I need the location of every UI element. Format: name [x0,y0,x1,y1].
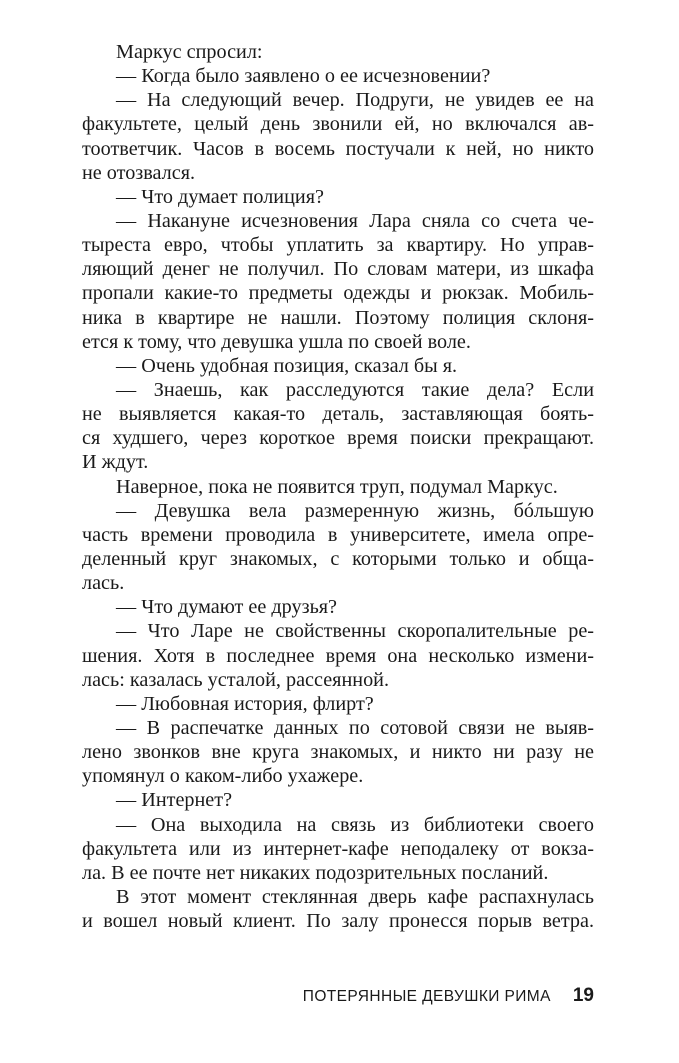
text-line: — Что думают ее друзья? [116,596,338,619]
text-line: лась. [82,572,125,595]
text-line: Маркус спросил: [116,41,263,63]
running-title: ПОТЕРЯННЫЕ ДЕВУШКИ РИМА [302,988,551,1005]
text-line: ется к тому, что девушка ушла по своей воле. [82,330,471,353]
text-line: часть времени проводила в университете, имела опре- [82,523,594,546]
text-line: лась: казалась усталой, рассеянной. [82,668,390,691]
text-line: ника в квартире не нашли. Поэтому полиция склоня- [82,306,594,329]
text-line: — В распечатке данных по сотовой связи не выяв- [116,716,594,739]
text-line: пропали какие-то предметы одежды и рюкзак. Мобиль- [82,282,594,305]
text-line: лено звонков вне круга знакомых, и никто ни разу не [82,741,594,764]
text-line: факультета или из интернет-кафе неподалеку от вокза- [82,837,594,860]
text-line: — Девушка вела размеренную жизнь, бóльшую [116,499,594,522]
text-line: — Что Ларе не свойственны скоропалительные ре- [116,620,594,643]
text-line: факультете, целый день звонили ей, но включался ав- [82,113,594,136]
text-line: — Знаешь, как расследуются такие дела? Если [116,378,594,401]
body-text [82,40,594,933]
text-line: не отозвался. [82,161,196,184]
text-line: Наверное, пока не появится труп, подумал Маркус. [116,475,558,498]
text-line: В этот момент стеклянная дверь кафе распахнулась [116,885,594,908]
text-line: — Любовная история, флирт? [116,692,374,715]
text-line: ся худшего, через короткое время поиски прекращают. [82,427,594,450]
page-number: 19 [572,985,594,1006]
text-line: И ждут. [82,451,149,474]
page-footer [82,985,594,1013]
text-line: тыреста евро, чтобы уплатить за квартиру. Но управ- [82,234,594,257]
text-line: и вошел новый клиент. По залу пронесся порыв ветра. [82,910,594,933]
text-line: — Она выходила на связь из библиотеки своего [116,813,594,836]
text-line: не выявляется какая-то деталь, заставляющая боять- [82,403,594,426]
text-line: — Что думает полиция? [116,185,324,208]
text-line: упомянул о каком-либо ухажере. [82,765,364,788]
text-line: тоответчик. Часов в восемь постучали к ней, но никто [82,137,594,160]
text-line: — На следующий вечер. Подруги, не увидев ее на [116,89,594,112]
text-line: — Когда было заявлено о ее исчезновении? [116,65,491,88]
text-line: ла. В ее почте нет никаких подозрительных посланий. [82,861,549,884]
text-line: — Очень удобная позиция, сказал бы я. [116,354,458,377]
text-line: — Накануне исчезновения Лара сняла со счета че- [116,209,594,232]
text-line: шения. Хотя в последнее время она несколько измени- [82,644,594,667]
text-line: — Интернет? [116,789,233,812]
text-line: ляющий денег не получил. По словам матери, из шкафа [82,258,594,281]
text-line: деленный круг знакомых, с которыми только и обща- [82,547,594,570]
